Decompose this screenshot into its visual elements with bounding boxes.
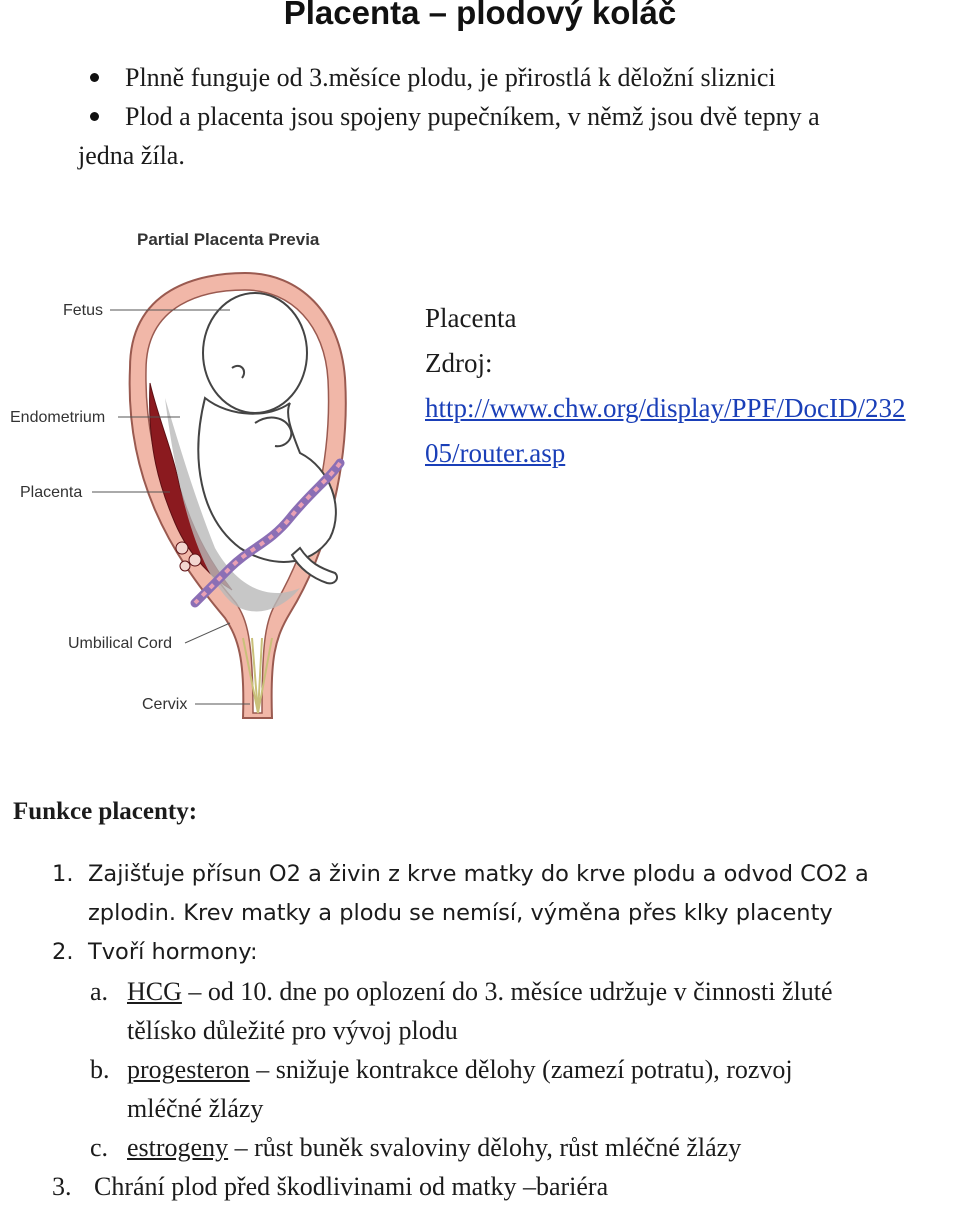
bullet-text: Plod a placenta jsou spojeny pupečníkem, v němž jsou dvě tepny a [125,102,820,131]
label-endometrium: Endometrium [10,409,106,426]
bullet-dot-icon [90,112,99,121]
source-link[interactable]: 05/router.asp [425,438,566,468]
sub-item-text: – snižuje kontrakce dělohy (zamezí potratu), rozvoj [249,1055,793,1084]
item-text-continuation: zplodin. Krev matky a plodu se nemísí, výměna přes klky placenty [88,900,833,926]
sub-item [52,1128,932,1167]
label-umbilical-cord: Umbilical Cord [68,635,173,652]
bullet-text-continuation: jedna žíla. [78,141,185,170]
item-number: 2. [52,939,74,965]
caption-title: Placenta [425,303,517,333]
item-text: Tvoří hormony: [88,939,258,965]
page-title: Placenta – plodový koláč [283,0,677,31]
sub-item [52,1050,932,1089]
source-link[interactable]: http://www.chw.org/display/PPF/DocID/232 [425,393,906,423]
sub-item-letter: a. [90,977,109,1006]
bullet-item [78,97,918,136]
sub-item [52,972,932,1011]
list-item [52,1167,932,1206]
label-cervix: Cervix [142,696,188,713]
villi-circle [180,561,190,571]
figure-caption [425,296,906,476]
sub-item-letter: b. [90,1055,110,1084]
villi-circle [189,554,201,566]
list-item [52,933,932,972]
villi-circle [176,542,188,554]
label-placenta: Placenta [20,484,83,501]
figure-heading: Partial Placenta Previa [137,230,320,249]
functions-list [52,855,932,1206]
item-text: Zajišťuje přísun O2 a živin z krve matky do krve plodu a odvod CO2 a [88,861,869,887]
item-number: 3. [52,1172,72,1201]
sub-item-continuation: mléčné žlázy [127,1094,264,1123]
sub-item-continuation: tělísko důležité pro vývoj plodu [127,1016,458,1045]
sub-item-text: – od 10. dne po oplození do 3. měsíce udržuje v činnosti žluté [181,977,833,1006]
term-progesteron: progesteron [127,1055,250,1084]
sub-item-letter: c. [90,1133,109,1162]
placenta-previa-figure [0,218,400,728]
item-number: 1. [52,861,74,887]
sub-item-text: – růst buněk svaloviny dělohy, růst mléčné žlázy [228,1133,742,1162]
bullet-dot-icon [90,73,99,82]
bullet-text: Plnně funguje od 3.měsíce plodu, je přirostlá k děložní sliznici [125,63,776,92]
item-text: Chrání plod před škodlivinami od matky –bariéra [94,1172,609,1201]
term-hcg: HCG [127,977,182,1006]
leader-line [185,623,230,643]
term-estrogeny: estrogeny [127,1133,229,1162]
intro-bullets [78,58,918,175]
bullet-item [78,58,918,97]
source-label: Zdroj: [425,348,493,378]
label-fetus: Fetus [63,302,104,319]
fetus-head [203,293,307,413]
list-item [52,855,932,894]
functions-heading: Funkce placenty: [13,798,198,825]
